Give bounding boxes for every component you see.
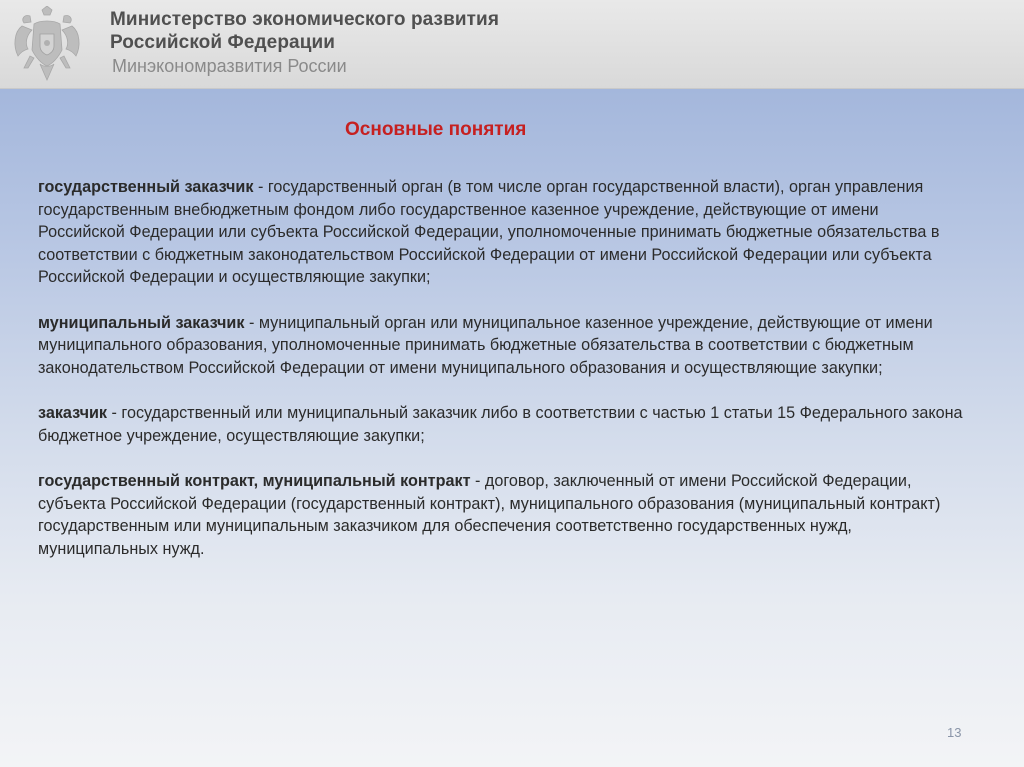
definition-state-customer xyxy=(38,176,968,289)
definition-term: государственный контракт, муниципальный контракт xyxy=(38,472,471,490)
definition-text: - муниципальный орган или муниципальное казенное учреждение, действующие от имени муниципального образования, уполномоченные принимать бюджетные обязательства в соответствии с бюджетным законодательством Российской Федерации от имени муниципального образования и осуществляющие закупки; xyxy=(38,313,933,377)
definitions-list xyxy=(38,176,968,583)
definition-term: государственный заказчик xyxy=(38,178,254,196)
ministry-header xyxy=(0,0,1024,89)
definition-term: заказчик xyxy=(38,404,108,422)
ministry-short-name: Минэкономразвития России xyxy=(112,56,347,76)
definition-text: - государственный орган (в том числе орган государственной власти), орган управления государственным внебюджетным фондом либо государственное казенное учреждение, действующие от имени Российской Федерации или субъекта Российской Федерации, уполномоченные принимать бюджетные обязательства в соответствии с бюджетным законодательством Российской Федерации от имени Российской Федерации или субъекта Российской Федерации и осуществляющие закупки; xyxy=(38,178,940,286)
definition-term: муниципальный заказчик xyxy=(38,313,245,332)
definition-text: - государственный или муниципальный заказчик либо в соответствии с частью 1 статьи 15 Федерального закона бюджетное учреждение, осуществляющие закупки; xyxy=(38,404,963,445)
ministry-name-line1: Министерство экономического развития xyxy=(110,9,500,30)
double-headed-eagle-emblem-icon xyxy=(12,6,82,82)
ministry-name-line2: Российской Федерации xyxy=(110,32,336,53)
page-number: 13 xyxy=(947,725,962,740)
slide-title: Основные понятия xyxy=(345,119,527,140)
definition-contract xyxy=(38,470,968,560)
definition-municipal-customer xyxy=(38,312,968,380)
definition-text: - договор, заключенный от имени Российской Федерации, субъекта Российской Федерации (государственный контракт), муниципального образования (муниципальный контракт) государственным или муниципальным заказчиком для обеспечения соответственно государственных нужд, муниципальных нужд. xyxy=(38,472,941,558)
slide-body xyxy=(0,89,1024,767)
definition-customer xyxy=(38,402,968,447)
